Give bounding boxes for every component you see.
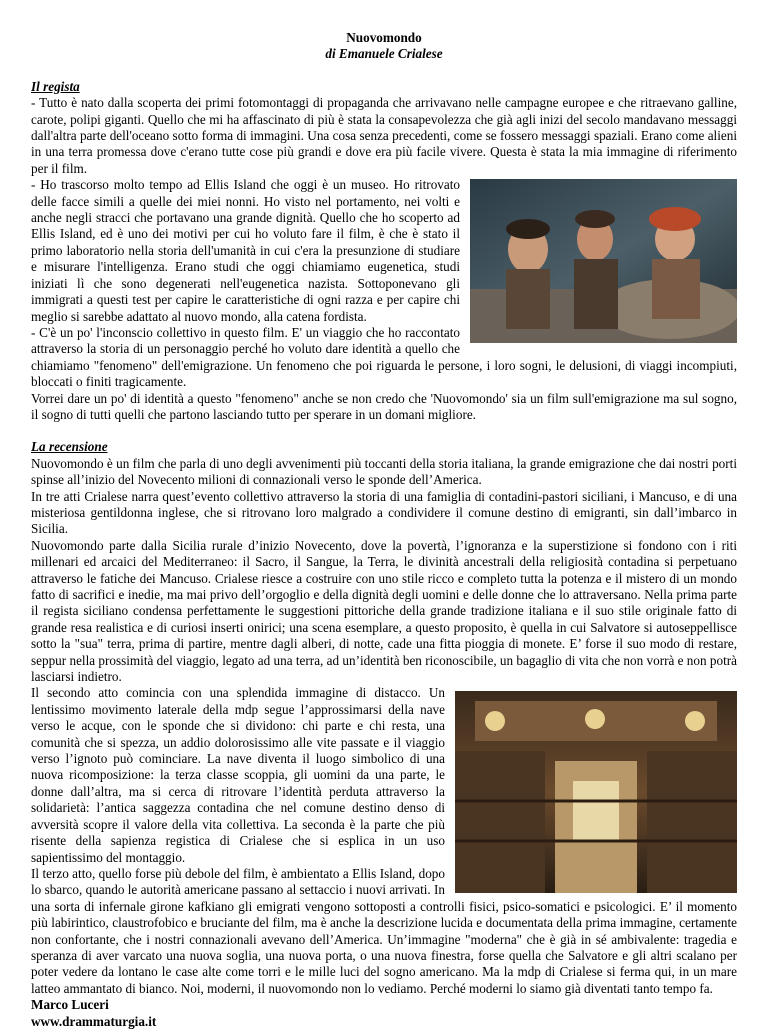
website-text: www.drammaturgia.it bbox=[31, 1013, 157, 1029]
recensione-paragraph-1: Nuovomondo è un film che parla di uno degli avvenimenti più toccanti della storia italiana, la grande emigrazione che dai nostri porti spinse all’inizio del Novecento milioni di connazionali verso le sponde dell’America. bbox=[31, 455, 737, 488]
recensione-paragraph-4: Il secondo atto comincia con una splendida immagine di distacco. Un lentissimo movimento laterale della mdp segue l’approssimarsi della nave verso le acque, con le sponde che si dividono: chi parte e chi resta, una comunità che si spezza, un addio dolorosissimo alle vite passate e il viaggio verso l’ignoto può cominciare. La nave diventa il luogo simbolico di una nuova ricomposizione: la terza classe scoppia, gli uomini da una parte, le donne dall’altra, ma si cerca di ritrovare l’identità perduta attraverso la solidarietà: l’antica saggezza contadina che nel comune destino denso di avversità scopre il valore della vita collettiva. La seconda è la parte che più risente della sapienza registica di Crialese che si esplica in un uso sapientissimo del montaggio. bbox=[31, 685, 445, 865]
regista-paragraph-3: - C'è un po' l'inconscio collettivo in questo film. E' un viaggio che ho raccontato attraverso la storia di un personaggio perché ho voluto dare identità a quello che chiamiamo "fenomeno" dell'emigrazione. Un fenomeno che poi riguarda le persone, i loro sogni, le delusioni, di viaggi incompiuti, bloccati o finiti tragicamente. bbox=[31, 324, 737, 390]
recensione-paragraph-2: In tre atti Crialese narra quest’evento collettivo attraverso la storia di una famiglia di contadini-pastori siciliani, i Mancuso, e di una misteriosa gentildonna inglese, che si ritrovano loro malgrado a condividere il comune destino di emigranti, sin dall’imbarco in Sicilia. bbox=[31, 488, 737, 537]
page-title: Nuovomondo bbox=[346, 30, 422, 45]
document-page bbox=[31, 30, 737, 1030]
regista-paragraph-4: Vorrei dare un po' di identità a questo "fenomeno" anche se non credo che 'Nuovomondo' sia un film sull'emigrazione ma sul sogno, il sogno di tutti quelli che partono lasciando tutto per sperare in un domani migliore. bbox=[31, 390, 737, 422]
section-heading-recensione: La recensione bbox=[31, 439, 108, 455]
film-still-photo bbox=[470, 179, 737, 343]
author-name: Marco Luceri bbox=[31, 997, 109, 1013]
recensione-paragraph-5: Il terzo atto, quello forse più debole del film, è ambientato a Ellis Island, dopo lo sbarco, quando le autorità americane passano al settaccio i nuovi arrivati. In una sorta di infernale girone kafkiano gli emigrati vengono sottoposti a controlli fisici, psico-somatici e psicologici. E’ il momento più labirintico, claustrofobico e bruciante del film, ma è anche la descrizione lucida e documentata della prima immagine, certamente non confortante, che i nostri connazionali avevano dell’America. Un’immagine "moderna" che è già in sé ambivalente: tragedia e speranza di aver varcato una nuova soglia, una nuova porta, o una nuova finestra, forse quella che Salvatore e gli altri scalano per poter vedere da lontano le case alte come torri e le mille luci del sogno americano. Ma la mdp di Crialese si ferma qui, in un mare latteo ammantato di bianco. Noi, moderni, il nuovomondo non lo vediamo. Perché moderni lo siamo già diventati tanto tempo fa. bbox=[31, 865, 737, 996]
regista-paragraph-1: - Tutto è nato dalla scoperta dei primi fotomontaggi di propaganda che arrivavano nelle campagne europee e che ritraevano galline, carote, polipi giganti. Quello che mi ha affascinato di più è stata la consapevolezza che già agli inizi del secolo mandavano messaggi dall'altra parte dell'oceano sotto forma di immagini. Una cosa senza precedenti, come se fossero messaggi spaziali. Erano come alieni in una terra promessa dove c'erano tutte cose più grandi e dove era più facile vivere. Questa è stata la mia immagine di riferimento per il film. bbox=[31, 95, 737, 176]
page-subtitle: di Emanuele Crialese bbox=[325, 46, 443, 62]
regista-paragraph-2: - Ho trascorso molto tempo ad Ellis Island che oggi è un museo. Ho ritrovato delle facce simili a quelle dei miei nonni. Ho visto nel portamento, nei volti e anche negli stracci che portavano una grande dignità. Quello che ho scoperto ad Ellis Island, ed è uno dei motivi per cui ho voluto fare il film, è che è stato il primo laboratorio nella storia dell'umanità in cui c'era la presunzione di studiare e misurare l'intelligenza. Erano studi che oggi chiamiamo eugenetica, studi iniziati lì che sono degenerati nell'eugenetica nazista. Sottoponevano gli immigrati a questi test per capire le caratteristiche di ogni razza e per capire chi meglio si sarebbe adattato al nuovo mondo, alla catena fordista. bbox=[31, 177, 460, 324]
section-heading-regista: Il regista bbox=[31, 78, 80, 94]
recensione-paragraph-3: Nuovomondo parte dalla Sicilia rurale d’inizio Novecento, dove la povertà, l’ignoranza e la superstizione si fondono con i riti millenari ed arcaici del Mediterraneo: il Sacro, il Sangue, la Terra, le divinità ancestrali della religiosità contadina si perpetuano attraverso le fatiche dei Mancuso. Crialese riesce a costruire con uno stile ricco e completo tutta la potenza e il mistero di un mondo fatto di sacrifici e inedie, ma mai privo dell’orgoglio e della dignità degli uomini e delle donne che lo attraversano. Nella prima parte il regista siciliano condensa perfettamente le suggestioni pittoriche della grande tradizione italiana e il suo stile originale fatto di grande resa realistica e di curiosi inserti onirici; una scena esemplare, a questo proposito, è quella in cui Salvatore si autoseppellisce sotto la "sua" terra, prima di partire, mentre dagli alberi, di notte, cade una fitta pioggia di monete. E’ forse il suo modo di restare, seppur nella prossimità del viaggio, legato ad una terra, ad un’identità ben riconoscibile, un bagaglio di vita che non vorrà e non potrà lasciarsi indietro. bbox=[31, 537, 737, 685]
ellis-island-hall-photo bbox=[455, 691, 737, 893]
